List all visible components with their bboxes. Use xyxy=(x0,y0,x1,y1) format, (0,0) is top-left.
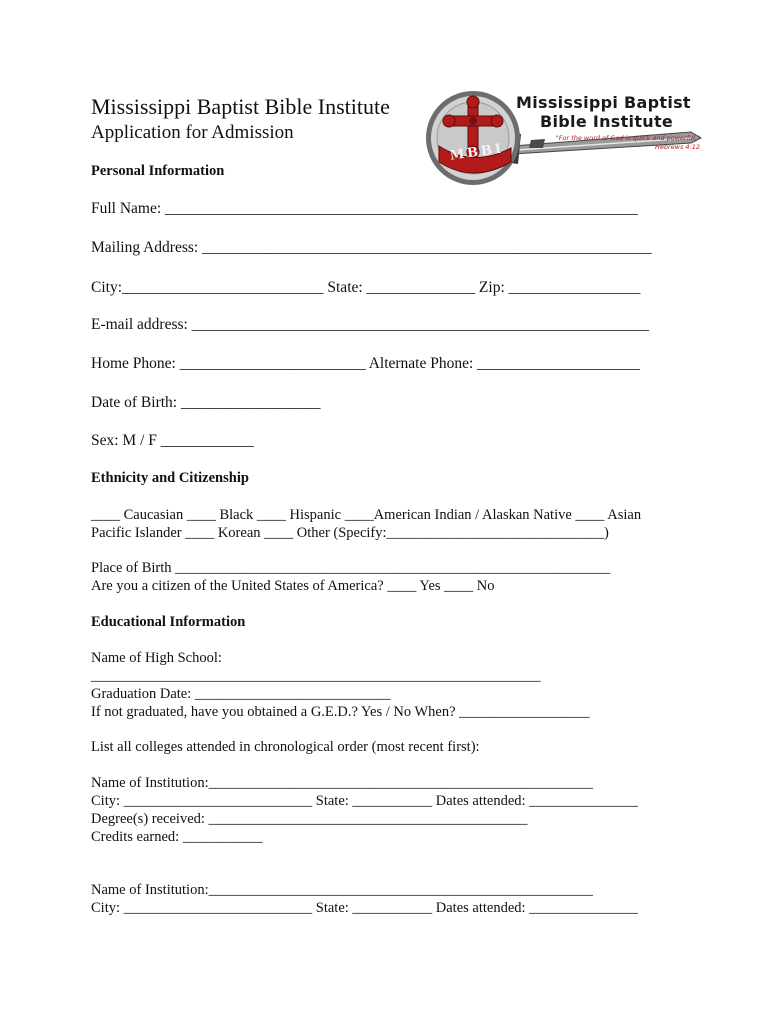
logo-quote xyxy=(520,134,700,152)
section-heading-personal: Personal Information xyxy=(91,163,225,179)
high-school-field[interactable]: ______________________________________________________________ xyxy=(91,668,541,684)
high-school-label: Name of High School: xyxy=(91,650,222,666)
ged-question[interactable]: If not graduated, have you obtained a G.E.D.? Yes / No When? __________________ xyxy=(91,704,590,720)
place-of-birth-field[interactable]: Place of Birth ____________________________________________________________ xyxy=(91,560,611,576)
institution-1-degrees-field[interactable]: Degree(s) received: ____________________________________________ xyxy=(91,811,528,827)
section-heading-education: Educational Information xyxy=(91,614,246,630)
logo-quote-reference: Hebrews 4:12 xyxy=(654,143,700,151)
full-name-field[interactable]: Full Name: _____________________________________________________________ xyxy=(91,200,638,217)
section-heading-ethnicity: Ethnicity and Citizenship xyxy=(91,470,249,486)
logo-title xyxy=(516,93,701,131)
institution-1-details-fields[interactable]: City: __________________________ State: ___________ Dates attended: _______________ xyxy=(91,793,638,809)
sex-field[interactable]: Sex: M / F ____________ xyxy=(91,432,254,449)
mailing-address-field[interactable]: Mailing Address: __________________________________________________________ xyxy=(91,239,652,256)
colleges-instructions: List all colleges attended in chronological order (most recent first): xyxy=(91,739,480,755)
page-title: Mississippi Baptist Bible Institute xyxy=(91,94,390,119)
date-of-birth-field[interactable]: Date of Birth: __________________ xyxy=(91,394,321,411)
ethnicity-options-line2[interactable]: Pacific Islander ____ Korean ____ Other (Specify:______________________________) xyxy=(91,525,609,541)
graduation-date-field[interactable]: Graduation Date: ___________________________ xyxy=(91,686,391,702)
logo-quote-text: "For the word of God is quick and powerful," xyxy=(555,134,700,142)
ethnicity-options-line1[interactable]: ____ Caucasian ____ Black ____ Hispanic ____American Indian / Alaskan Native ____ Asian xyxy=(91,507,642,523)
page-subtitle: Application for Admission xyxy=(91,122,294,143)
email-field[interactable]: E-mail address: ___________________________________________________________ xyxy=(91,316,649,333)
logo-shield-text: MBBI xyxy=(448,141,505,164)
logo-title-line1: Mississippi Baptist xyxy=(516,93,691,112)
institution-2-name-field[interactable]: Name of Institution:_____________________________________________________ xyxy=(91,882,593,898)
phone-fields[interactable]: Home Phone: ________________________ Alternate Phone: _____________________ xyxy=(91,355,640,372)
logo-title-line2: Bible Institute xyxy=(540,112,674,131)
citizenship-question[interactable]: Are you a citizen of the United States of America? ____ Yes ____ No xyxy=(91,578,495,594)
city-state-zip-fields[interactable]: City:__________________________ State: ______________ Zip: _________________ xyxy=(91,279,641,296)
institution-2-details-fields[interactable]: City: __________________________ State: ___________ Dates attended: _______________ xyxy=(91,900,638,916)
institution-1-credits-field[interactable]: Credits earned: ___________ xyxy=(91,829,263,845)
institution-1-name-field[interactable]: Name of Institution:_____________________________________________________ xyxy=(91,775,593,791)
